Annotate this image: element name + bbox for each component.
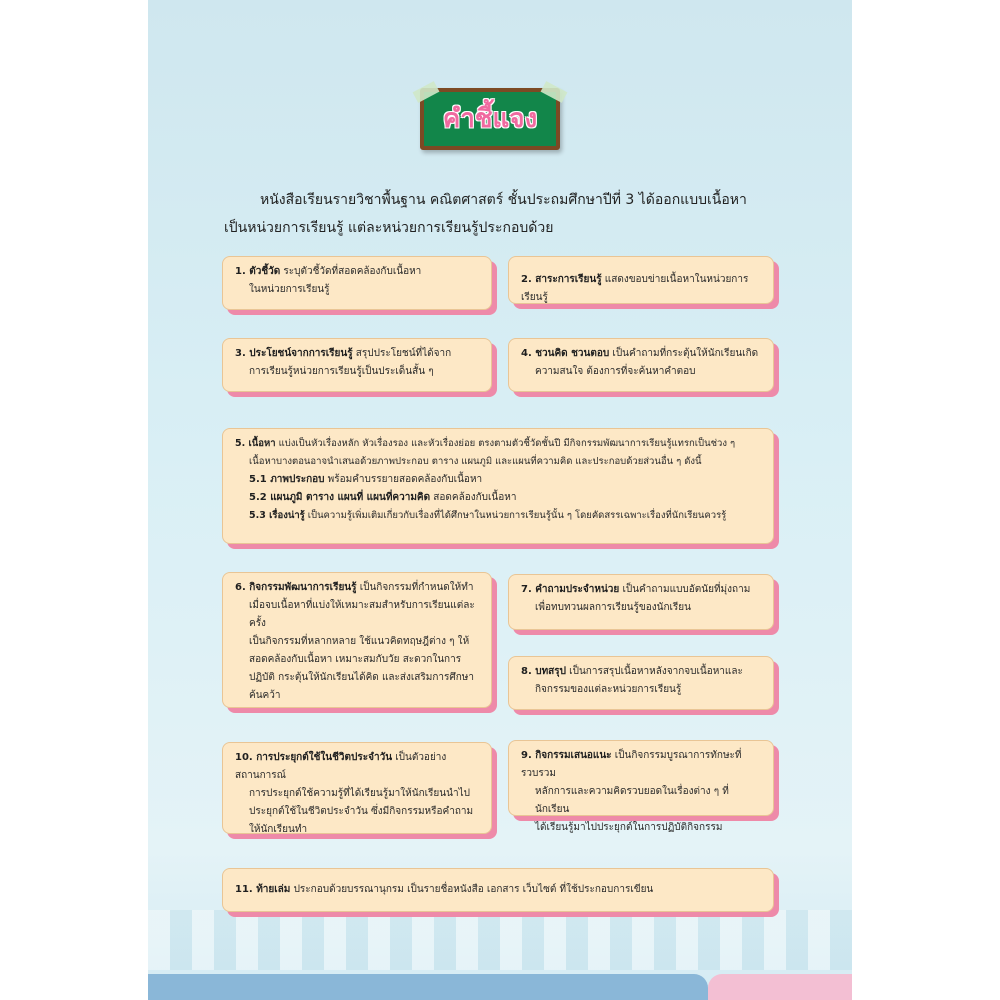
card-daily-life-application	[222, 742, 492, 834]
card-heading: 2. สาระการเรียนรู้	[521, 274, 602, 285]
card-text: หลักการและความคิดรวบยอดในเรื่องต่าง ๆ ที่นักเรียน	[535, 786, 729, 815]
sub-heading: 5.1 ภาพประกอบ	[249, 474, 325, 485]
sub-heading: 5.3 เรื่องน่ารู้	[249, 510, 305, 521]
footer-bar-blue	[148, 974, 708, 1000]
card-content	[222, 428, 774, 544]
card-text: ปฏิบัติ กระตุ้นให้นักเรียนได้คิด และส่งเสริมการศึกษา	[249, 672, 475, 683]
card-text: เป็นคำถามที่กระตุ้นให้นักเรียนเกิด	[609, 348, 759, 359]
page-title: คำชี้แจง	[442, 104, 538, 134]
card-text: ระบุตัวชี้วัดที่สอดคล้องกับเนื้อหา	[280, 266, 422, 277]
sub-heading: 5.2 แผนภูมิ ตาราง แผนที่ แผนที่ความคิด	[249, 492, 431, 503]
card-heading: 4. ชวนคิด ชวนตอบ	[521, 348, 610, 359]
card-heading: 6. กิจกรรมพัฒนาการเรียนรู้	[235, 582, 357, 593]
title-board	[420, 88, 560, 150]
card-text: เนื้อหาบางตอนอาจนำเสนอด้วยภาพประกอบ ตาราง แผนภูมิ และแผนที่ความคิด และประกอบด้วยส่วนอื่น ๆ ดังนี้	[249, 456, 702, 467]
card-heading: 5. เนื้อหา	[235, 438, 276, 449]
card-text: กิจกรรมของแต่ละหน่วยการเรียนรู้	[535, 684, 682, 695]
card-text: สรุปประโยชน์ที่ได้จาก	[352, 348, 452, 359]
card-heading: 9. กิจกรรมเสนอแนะ	[521, 750, 612, 761]
card-text: เพื่อทบทวนผลการเรียนรู้ของนักเรียน	[535, 602, 691, 613]
card-indicators	[222, 256, 492, 310]
card-learning-content	[508, 256, 774, 304]
intro-line-2: เป็นหน่วยการเรียนรู้ แต่ละหน่วยการเรียนรู้ประกอบด้วย	[224, 220, 554, 236]
card-text: ประกอบด้วยบรรณานุกรม เป็นรายชื่อหนังสือ เอกสาร เว็บไซต์ ที่ใช้ประกอบการเขียน	[290, 884, 654, 895]
card-text: แบ่งเป็นหัวเรื่องหลัก หัวเรื่องรอง และหัวเรื่องย่อย ตรงตามตัวชี้วัดชั้นปี มีกิจกรรมพัฒนาการเรียนรู้แทรกเป็นช่วง ๆ	[275, 438, 736, 449]
card-text: ได้เรียนรู้มาไปประยุกต์ในการปฏิบัติกิจกรรม	[535, 822, 723, 833]
card-text: เป็นกิจกรรมบูรณาการทักษะที่รวบรวม	[521, 750, 742, 779]
card-appendix	[222, 868, 774, 912]
card-heading: 8. บทสรุป	[521, 666, 566, 677]
card-text: เป็นความรู้เพิ่มเติมเกี่ยวกับเรื่องที่ได้ศึกษาในหน่วยการเรียนรู้นั้น ๆ โดยคัดสรรเฉพาะเรื่องที่นักเรียนควรรู้	[304, 510, 727, 521]
card-text: เป็นกิจกรรมที่หลากหลาย ใช้แนวคิดทฤษฎีต่าง ๆ ให้	[249, 636, 470, 647]
card-text: ประยุกต์ใช้ในชีวิตประจำวัน ซึ่งมีกิจกรรมหรือคำถาม	[249, 806, 474, 817]
card-suggested-activities	[508, 740, 774, 833]
card-text: ค้นคว้า	[249, 690, 281, 701]
card-think-answer	[508, 338, 774, 392]
card-text: พร้อมคำบรรยายสอดคล้องกับเนื้อหา	[324, 474, 483, 485]
card-text: สอดคล้องกับเนื้อหา	[430, 492, 517, 503]
card-summary	[508, 656, 774, 710]
card-heading: 11. ท้ายเล่ม	[235, 884, 291, 895]
card-text: เป็นกิจกรรมที่กำหนดให้ทำ	[356, 582, 474, 593]
card-text: เป็นการสรุปเนื้อหาหลังจากจบเนื้อหาและ	[566, 666, 743, 677]
card-text: เป็นตัวอย่างสถานการณ์	[235, 752, 447, 781]
card-unit-questions	[508, 574, 774, 630]
card-text: ในหน่วยการเรียนรู้	[249, 284, 330, 295]
decorative-stripes	[148, 910, 852, 970]
card-text: เป็นคำถามแบบอัตนัยที่มุ่งถาม	[619, 584, 751, 595]
card-heading: 3. ประโยชน์จากการเรียนรู้	[235, 348, 353, 359]
card-text: แสดงขอบข่ายเนื้อหาในหน่วยการเรียนรู้	[521, 274, 749, 303]
card-text: การประยุกต์ใช้ความรู้ที่ได้เรียนรู้มาให้นักเรียนนำไป	[249, 788, 470, 799]
card-text: สอดคล้องกับเนื้อหา เหมาะสมกับวัย สะดวกในการ	[249, 654, 462, 665]
card-text: เมื่อจบเนื้อหาที่แบ่งให้เหมาะสมสำหรับการเรียนแต่ละครั้ง	[249, 600, 475, 629]
footer-bar-pink	[708, 974, 852, 1000]
card-benefits	[222, 338, 492, 392]
intro-line-1: หนังสือเรียนรายวิชาพื้นฐาน คณิตศาสตร์ ชั้นประถมศึกษาปีที่ 3 ได้ออกแบบเนื้อหา	[260, 192, 747, 208]
card-text: ความสนใจ ต้องการที่จะค้นหาคำตอบ	[535, 366, 696, 377]
card-text: ให้นักเรียนทำ	[249, 824, 308, 835]
card-text: การเรียนรู้หน่วยการเรียนรู้เป็นประเด็นสั้น ๆ	[249, 366, 434, 377]
intro-paragraph	[224, 186, 780, 242]
card-heading: 10. การประยุกต์ใช้ในชีวิตประจำวัน	[235, 752, 393, 763]
card-learning-activities	[222, 572, 492, 708]
card-heading: 7. คำถามประจำหน่วย	[521, 584, 620, 595]
card-heading: 1. ตัวชี้วัด	[235, 266, 281, 277]
